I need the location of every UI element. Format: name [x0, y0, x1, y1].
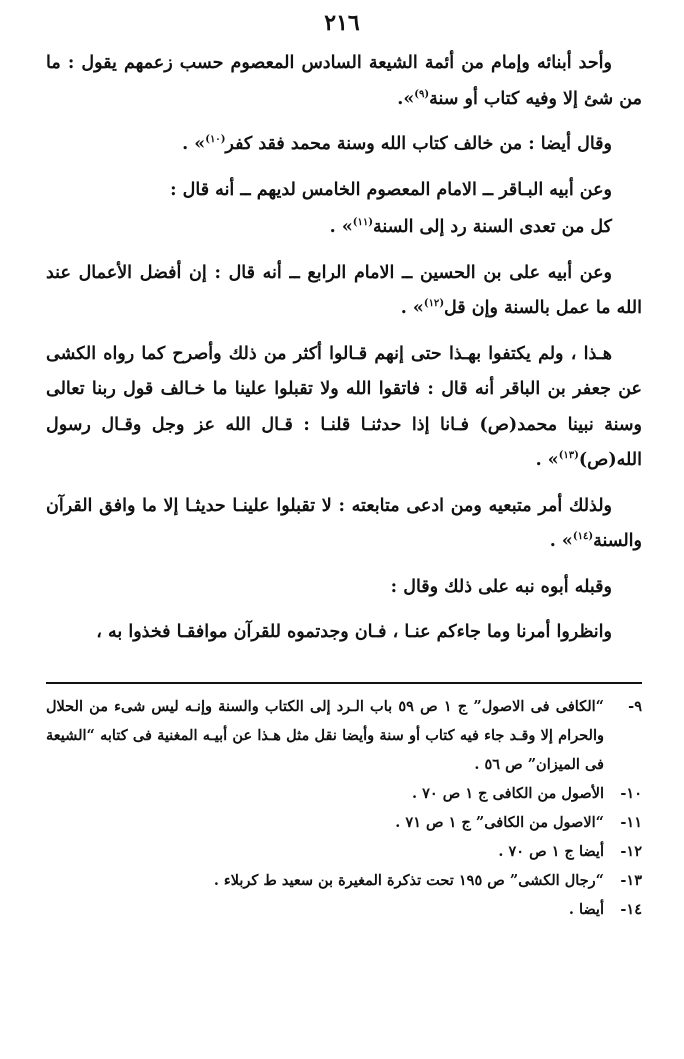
footnote-item — [46, 779, 642, 808]
paragraph-end: ». — [397, 88, 415, 109]
paragraph-text: ولذلك أمر متبعيه ومن ادعى متابعته : لا تقبلوا علينـا حديثـا إلا ما وافق القرآن والسنة — [46, 495, 642, 551]
footnote-number: ١٣- — [620, 872, 642, 889]
footnote-ref: (١١) — [352, 217, 373, 229]
page-number: ٢١٦ — [324, 10, 360, 36]
footnote-item — [46, 808, 642, 837]
footnote-text: أيضا . — [568, 901, 604, 918]
paragraph-1 — [46, 46, 642, 117]
paragraph-end: » . — [400, 298, 424, 318]
footnote-text: أيضا ج ١ ص ٧٠ . — [498, 843, 604, 860]
footnote-ref: (١٤) — [572, 531, 594, 543]
paragraph-text: وقال أيضا : من خالف كتاب الله وسنة محمد فقد كفر — [225, 134, 612, 154]
footnote-ref: (٩) — [414, 88, 430, 100]
paragraph-text: وأحد أبنائه وإمام من أئمة الشيعة السادس المعصوم حسب زعمهم يقول : ما من شئ إلا وفيه كتاب أو سنة — [46, 53, 642, 109]
footnote-text: “رجال الكشى” ص ١٩٥ تحت تذكرة المغيرة بن سعيد ط كربلاء . — [213, 872, 604, 889]
footnote-number: ١٢- — [620, 843, 642, 860]
footnote-item — [46, 866, 642, 895]
paragraph-3 — [46, 173, 642, 209]
footnote-text: “الاصول من الكافى” ج ١ ص ٧١ . — [395, 814, 604, 831]
paragraph-end: » . — [329, 217, 353, 237]
footnote-number: ١٤- — [620, 901, 642, 918]
paragraph-6 — [46, 337, 642, 479]
footnote-text: الأصول من الكافى ج ١ ص ٧٠ . — [411, 785, 604, 802]
footnote-text: “الكافى فى الاصول” ج ١ ص ٥٩ باب الـرد إلى الكتاب والسنة وإنـه ليس شىء من الحلال والحرام إلا وقـد جاء فيه كتاب أو سنة وأيضا نقل مثل هـذا عن أبيـه المغنية فى كتابه “الشيعة فى الميزان” ص ٥٦ . — [46, 698, 605, 773]
paragraph-continuation: وانظروا أمرنا وما جاءكم عنـا ، فـان وجدتموه للقرآن موافقـا فخذوا به ، — [96, 622, 612, 642]
main-text — [46, 46, 642, 665]
footnotes — [46, 692, 642, 924]
footnote-item — [46, 692, 642, 779]
footnote-item — [46, 895, 642, 924]
paragraph-7 — [46, 489, 642, 560]
paragraph-text: وقبله أبوه نبه على ذلك وقال : — [390, 576, 612, 597]
paragraph-text: وعن أبيه البـاقر ــ الامام المعصوم الخامس لديهم ــ أنه قال : — [170, 179, 612, 200]
paragraph-8 — [46, 570, 642, 606]
footnote-item — [46, 837, 642, 866]
footnote-separator — [46, 682, 642, 684]
footnote-number: ٩- — [628, 698, 642, 715]
footnote-number: ١١- — [620, 814, 642, 831]
footnote-ref: (١٢) — [423, 298, 445, 310]
paragraph-end: » . — [549, 531, 573, 551]
footnote-ref: (١٠) — [205, 134, 226, 146]
paragraph-text: وعن أبيه على بن الحسين ــ الامام الرابع ــ أنه قال : إن أفضل الأعمال عند الله ما عمل بالسنة وإن قل — [46, 262, 642, 318]
footnote-ref: (١٣) — [558, 450, 579, 462]
paragraph-text: كل من تعدى السنة رد إلى السنة — [373, 217, 612, 237]
paragraph-2 — [46, 127, 642, 163]
paragraph-text: هـذا ، ولم يكتفوا بهـذا حتى إنهم قـالوا أكثر من ذلك وأصرح كما رواه الكشى عن جعفر بن الباقر أنه قال : فاتقوا الله ولا تقبلوا علينا ما خـالف قول ربنا تعالى وسنة نبينا محمد(ص) فـانا إذا حدثنـا قلنـا : قـال الله عز وجل وقـال رسول الله(ص) — [46, 343, 642, 470]
paragraph-4 — [46, 210, 642, 246]
footnote-number: ١٠- — [620, 785, 642, 802]
paragraph-5 — [46, 256, 642, 327]
paragraph-end: » . — [535, 450, 559, 470]
paragraph-end: » . — [182, 134, 206, 154]
